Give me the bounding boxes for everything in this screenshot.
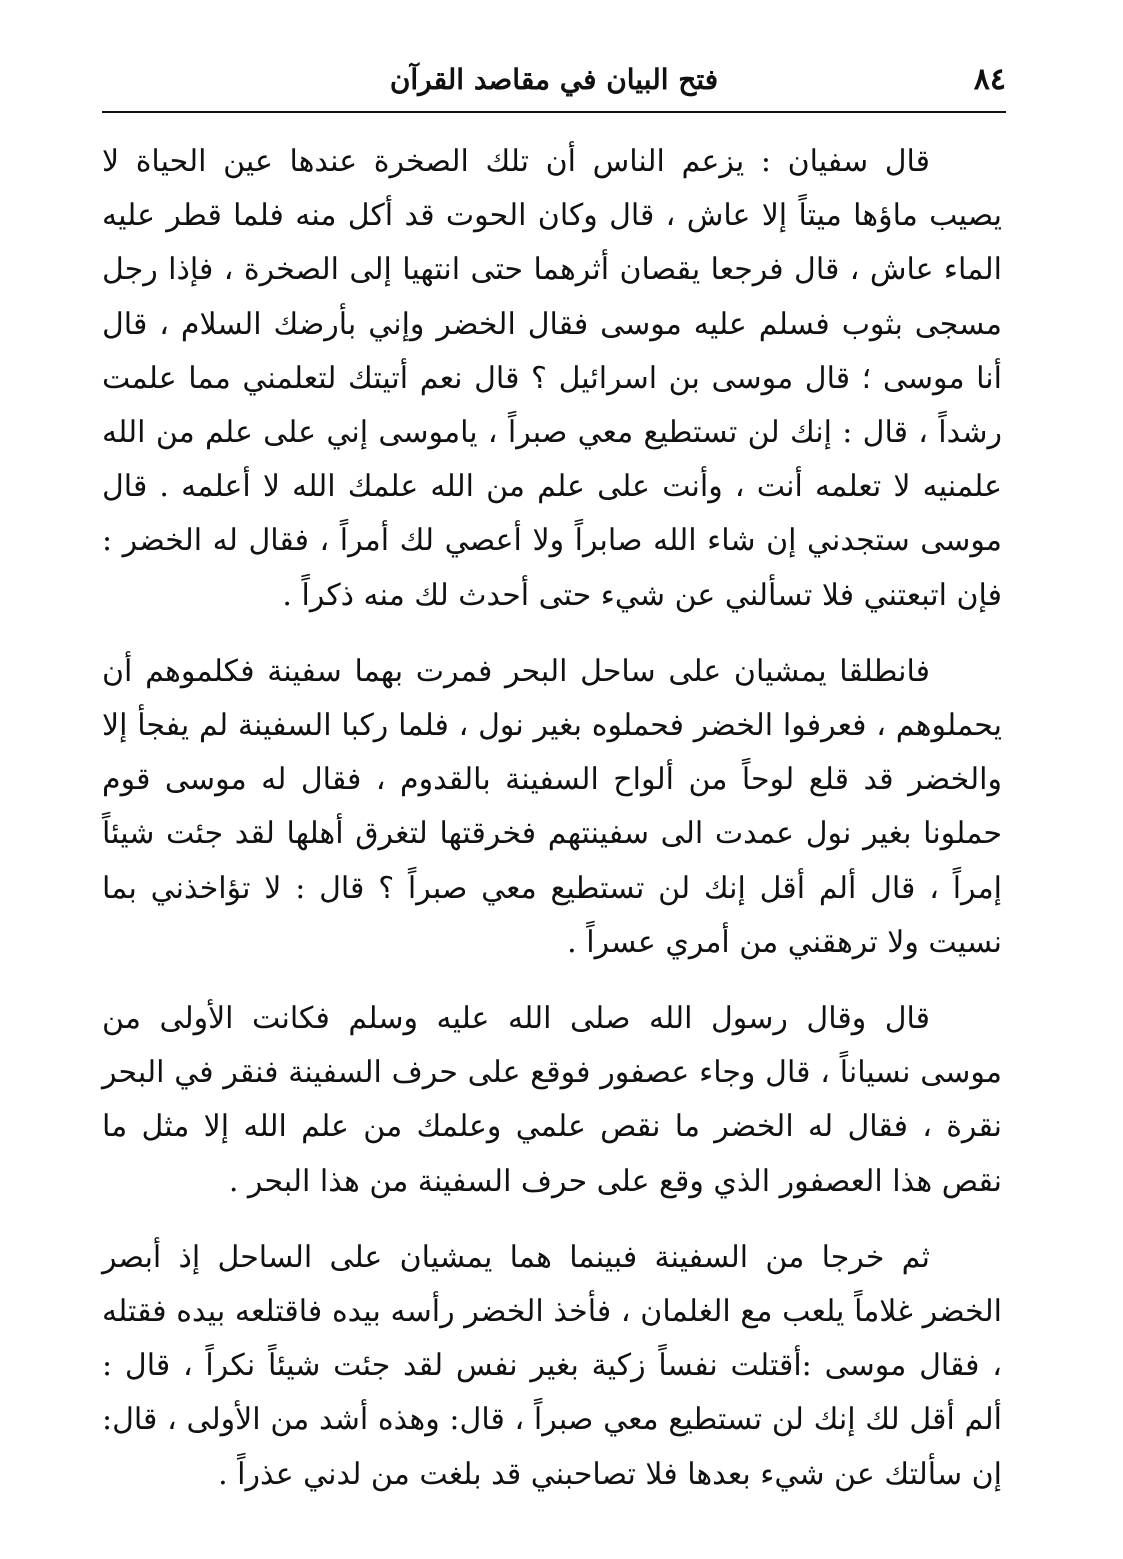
page-body bbox=[102, 135, 1002, 1502]
page-number: ٨٤ bbox=[973, 62, 1006, 97]
header-divider bbox=[102, 111, 1006, 113]
page-header bbox=[102, 56, 1006, 108]
paragraph-2: فانطلقا يمشيان على ساحل البحر فمرت بهما سفينة فكلموهم أن يحملوهم ، فعرفوا الخضر فحملوه بغير نول ، فلما ركبا السفينة لم يفجأ إلا والخضر قد قلع لوحاً من ألواح السفينة بالقدوم ، فقال له موسى قوم حملونا بغير نول عمدت الى سفينتهم فخرقتها لتغرق أهلها لقد جئت شيئاً إمراً ، قال ألم أقل إنك لن تستطيع معي صبراً ؟ قال : لا تؤاخذني بما نسيت ولا ترهقني من أمري عسراً . bbox=[102, 653, 1002, 960]
paragraph-1: قال سفيان : يزعم الناس أن تلك الصخرة عندها عين الحياة لا يصيب ماؤها ميتاً إلا عاش ، قال وكان الحوت قد أكل منه فلما قطر عليه الماء عاش ، قال فرجعا يقصان أثرهما حتى انتهيا إلى الصخرة ، فإذا رجل مسجى بثوب فسلم عليه موسى فقال الخضر وإني بأرضك السلام ، قال أنا موسى ؛ قال موسى بن اسرائيل ؟ قال نعم أتيتك لتعلمني مما علمت رشداً ، قال : إنك لن تستطيع معي صبراً ، ياموسى إني على علم من الله علمنيه لا تعلمه أنت ، وأنت على علم من الله علمك الله لا أعلمه . قال موسى ستجدني إن شاء الله صابراً ولا أعصي لك أمراً ، فقال له الخضر : فإن اتبعتني فلا تسألني عن شيء حتى أحدث لك منه ذكراً . bbox=[102, 144, 1002, 613]
paragraph-3: قال وقال رسول الله صلى الله عليه وسلم فكانت الأولى من موسى نسياناً ، قال وجاء عصفور فوقع على حرف السفينة فنقر في البحر نقرة ، فقال له الخضر ما نقص علمي وعلمك من علم الله إلا مثل ما نقص هذا العصفور الذي وقع على حرف السفينة من هذا البحر . bbox=[102, 1001, 1002, 1199]
paragraph-4: ثم خرجا من السفينة فبينما هما يمشيان على الساحل إذ أبصر الخضر غلاماً يلعب مع الغلمان ، فأخذ الخضر رأسه بيده فاقتلعه بيده فقتله ، فقال موسى :أقتلت نفساً زكية بغير نفس لقد جئت شيئاً نكراً ، قال : ألم أقل لك إنك لن تستطيع معي صبراً ، قال: وهذه أشد من الأولى ، قال: إن سألتك عن شيء بعدها فلا تصاحبني قد بلغت من لدني عذراً . bbox=[102, 1239, 1002, 1492]
running-title: فتح البيان في مقاصد القرآن bbox=[389, 63, 719, 96]
